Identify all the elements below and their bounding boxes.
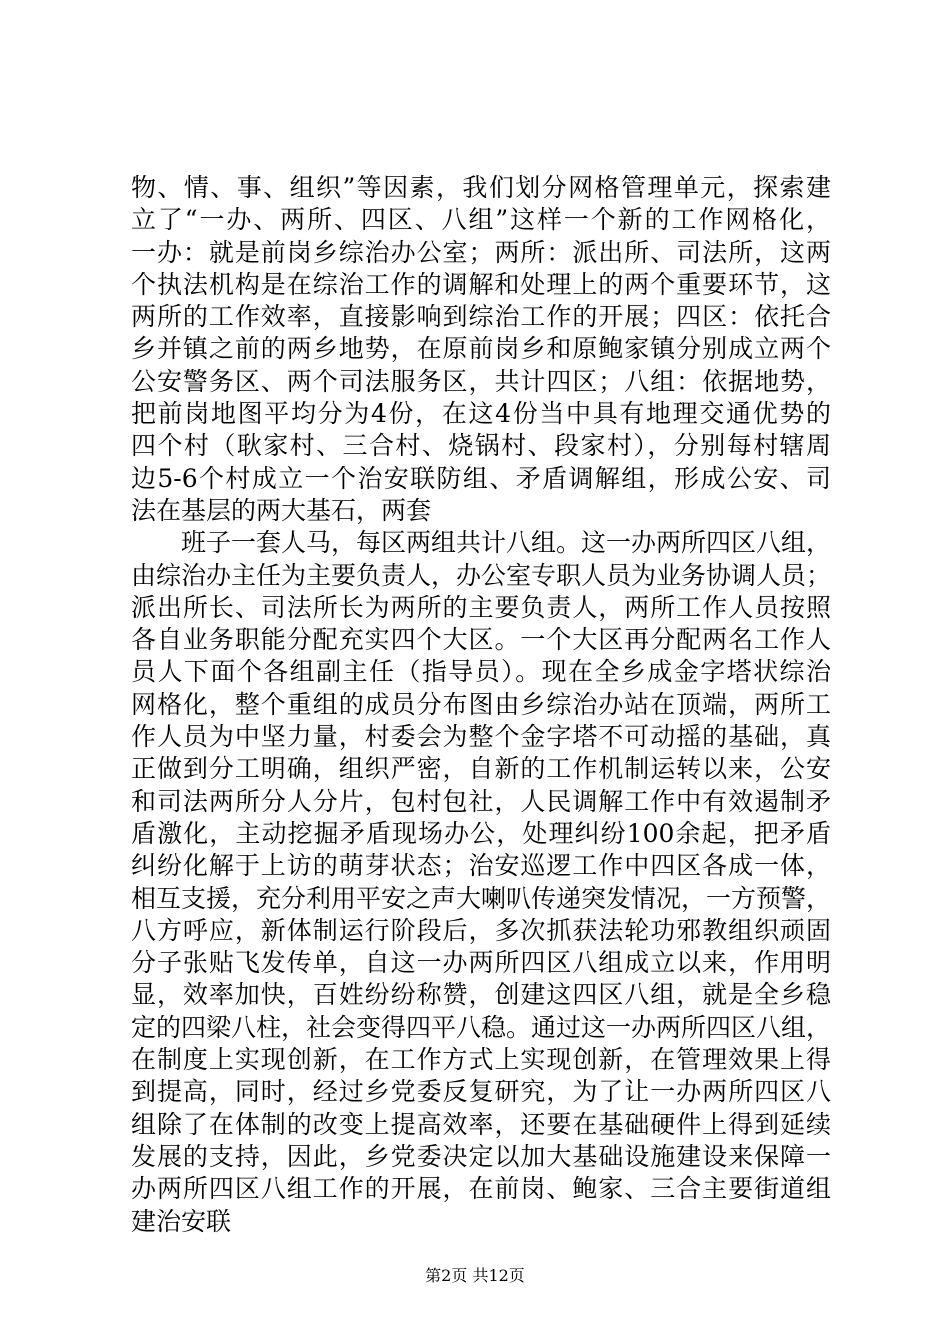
paragraph-2	[131, 527, 831, 1238]
text-line: 立了“一办、两所、四区、八组”这样一个新的工作网格化，	[131, 205, 831, 235]
text-line: 公安警务区、两个司法服务区，共计四区；八组：依据地势，	[131, 366, 831, 396]
text-line: 四个村（耿家村、三合村、烧锅村、段家村），分别每村辖周	[131, 431, 831, 461]
text-line: 定的四梁八柱，社会变得四平八稳。通过这一办两所四区八组，	[131, 1012, 832, 1042]
page-number: 第2页 共12页	[425, 1266, 525, 1285]
text-line: 相互支援，充分利用平安之声大喇叭传递突发情况，一方预警，	[131, 883, 832, 913]
text-line: 乡并镇之前的两乡地势，在原前岗乡和原鲍家镇分别成立两个	[131, 334, 831, 364]
text-line: 显，效率加快，百姓纷纷称赞，创建这四区八组，就是全乡稳	[131, 980, 831, 1010]
text-line: 由综治办主任为主要负责人，办公室专职人员为业务协调人员；	[131, 560, 832, 590]
text-line: 发展的支持，因此，乡党委决定以加大基础设施建设来保障一	[131, 1141, 831, 1171]
text-line: 各自业务职能分配充实四个大区。一个大区再分配两名工作人	[131, 625, 831, 655]
text-line: 边5-6个村成立一个治安联防组、矛盾调解组，形成公安、司	[131, 463, 831, 493]
text-line: 个执法机构是在综治工作的调解和处理上的两个重要环节，这	[131, 269, 831, 299]
text-line: 两所的工作效率，直接影响到综治工作的开展；四区：依托合	[131, 302, 831, 332]
text-line: 在制度上实现创新，在工作方式上实现创新，在管理效果上得	[131, 1045, 831, 1075]
page-footer	[0, 1265, 950, 1287]
text-line: 纠纷化解于上访的萌芽状态；治安巡逻工作中四区各成一体，	[131, 851, 831, 881]
text-line: 员人下面个各组副主任（指导员）。现在全乡成金字塔状综治	[131, 657, 831, 687]
text-line: 建治安联	[131, 1206, 232, 1236]
text-line: 班子一套人马，每区两组共计八组。这一办两所四区八组，	[181, 528, 832, 558]
text-line: 盾激化，主动挖掘矛盾现场办公，处理纠纷100余起，把矛盾	[131, 818, 831, 848]
text-line: 办两所四区八组工作的开展，在前岗、鲍家、三合主要街道组	[131, 1174, 831, 1204]
text-line: 一办：就是前岗乡综治办公室；两所：派出所、司法所，这两	[131, 237, 831, 267]
text-line: 到提高，同时，经过乡党委反复研究，为了让一办两所四区八	[131, 1077, 831, 1107]
text-line: 组除了在体制的改变上提高效率，还要在基础硬件上得到延续	[131, 1109, 831, 1139]
body-text	[131, 172, 831, 1238]
text-line: 法在基层的两大基石，两套	[131, 495, 432, 525]
text-line: 作人员为中坚力量，村委会为整个金字塔不可动摇的基础，真	[131, 722, 831, 752]
paragraph-1	[131, 172, 831, 527]
text-line: 八方呼应，新体制运行阶段后，多次抓获法轮功邪教组织顽固	[131, 915, 831, 945]
text-line: 正做到分工明确，组织严密，自新的工作机制运转以来，公安	[131, 754, 831, 784]
text-line: 分子张贴飞发传单，自这一办两所四区八组成立以来，作用明	[131, 948, 831, 978]
text-line: 网格化，整个重组的成员分布图由乡综治办站在顶端，两所工	[131, 689, 831, 719]
text-line: 把前岗地图平均分为4份，在这4份当中具有地理交通优势的	[131, 399, 831, 429]
text-line: 派出所长、司法所长为两所的主要负责人，两所工作人员按照	[131, 592, 831, 622]
text-line: 物、情、事、组织”等因素，我们划分网格管理单元，探索建	[131, 173, 831, 202]
text-line: 和司法两所分人分片，包村包社，人民调解工作中有效遏制矛	[131, 786, 831, 816]
